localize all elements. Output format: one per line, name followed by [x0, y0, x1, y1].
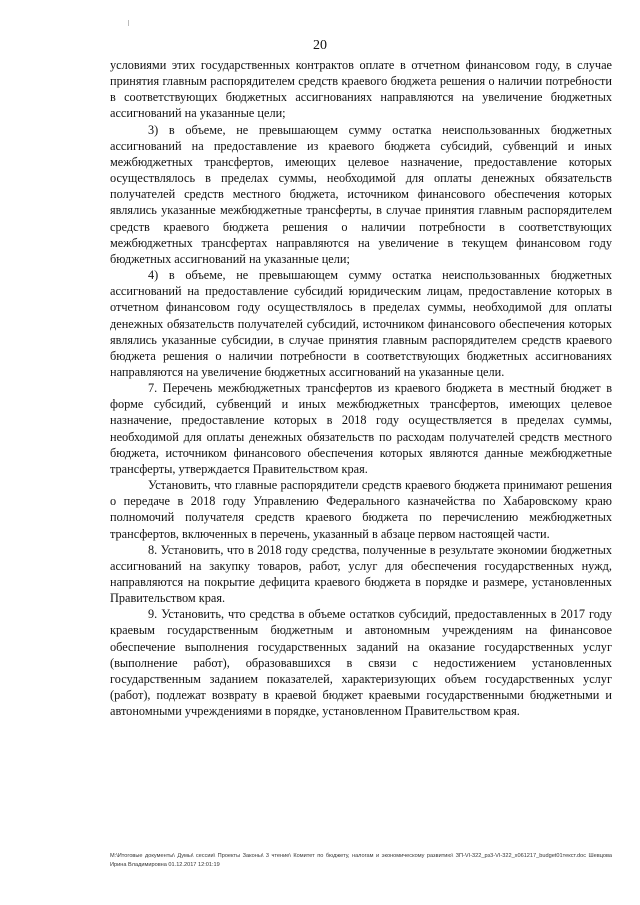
paragraph-section-9: 9. Установить, что средства в объеме остатков субсидий, предоставленных в 2017 году краевым государственным бюджетным и автономным учреждениям на финансовое обеспечение выполнения государственных заданий на оказание государственных услуг (выполнение работ), образовавшихся в связи с недостижением установленных государственным заданием показателей, характеризующих объем государственных услуг (работ), подлежат возврату в краевой бюджет краевыми государственными бюджетными и автономными учреждениями в порядке, установленном Правительством края. [110, 607, 612, 719]
paragraph-item-3: 3) в объеме, не превышающем сумму остатка неиспользованных бюджетных ассигнований на предоставление из краевого бюджета субсидий, субвенций и иных межбюджетных трансфертов, имеющих целевое назначение, предоставление которых осуществлялось в пределах суммы, необходимой для оплаты денежных обязательств получателей средств местного бюджета, источником финансового обеспечения которых являлись указанные межбюджетные трансферты, в случае принятия главным распорядителем средств краевого бюджета решения о наличии потребности в соответствующих межбюджетных трансфертах направляются на увеличение в текущем финансовом году бюджетных ассигнований на указанные цели; [110, 122, 612, 266]
page-number: 20 [313, 38, 327, 53]
paragraph-section-7-second: Установить, что главные распорядители средств краевого бюджета принимают решения о передаче в 2018 году Управлению Федерального казначейства по Хабаровскому краю полномочий получателя средств краевого бюджета по перечислению межбюджетных трансфертов, включенных в перечень, указанный в абзаце первом настоящей части. [110, 478, 612, 541]
paragraph-section-7: 7. Перечень межбюджетных трансфертов из краевого бюджета в местный бюджет в форме субсидий, субвенций и иных межбюджетных трансфертов, имеющих целевое назначение, предоставление которых в 2018 году осуществляется в пределах суммы, необходимой для оплаты денежных обязательств по расходам получателей средств местного бюджета, источником финансового обеспечения которых являются данные межбюджетные трансферты, утверждается Правительством края. [110, 381, 612, 476]
paragraph-continuation: условиями этих государственных контрактов оплате в отчетном финансовом году, в случае принятия главным распорядителем средств краевого бюджета решения о наличии потребности в соответствующих бюджетных ассигнованиях направляются на увеличение бюджетных ассигнований на указанные цели; [110, 58, 612, 121]
paragraph-item-4: 4) в объеме, не превышающем сумму остатка неиспользованных бюджетных ассигнований на предоставление субсидий юридическим лицам, предоставление которых в отчетном финансовом году осуществлялось в пределах суммы, необходимой для оплаты денежных обязательств получателей субсидий, источником финансового обеспечения которых являлись указанные субсидии, в случае принятия главным распорядителем средств краевого бюджета решения о наличии потребности в соответствующих бюджетных ассигнованиях направляются на увеличение бюджетных ассигнований на указанные цели. [110, 268, 612, 379]
paragraph-section-8: 8. Установить, что в 2018 году средства, полученные в результате экономии бюджетных ассигнований на закупку товаров, работ, услуг для обеспечения государственных нужд, направляются на покрытие дефицита краевого бюджета в порядке и размере, установленных Правительством края. [110, 542, 612, 606]
document-body [110, 57, 612, 719]
footer-file-path: M:\Итоговые документы\ Думы\ сессии\ Проекты Законы\ 3 чтение\ Комитет по бюджету, налогам и экономическому развитию\ ЗП-VI-322_рз3-VI-322_х061217_budget01текст.doc Шевцова Ирина Владимировна 01.12.2017 12:01:19 [110, 853, 612, 868]
scan-mark [128, 20, 129, 26]
